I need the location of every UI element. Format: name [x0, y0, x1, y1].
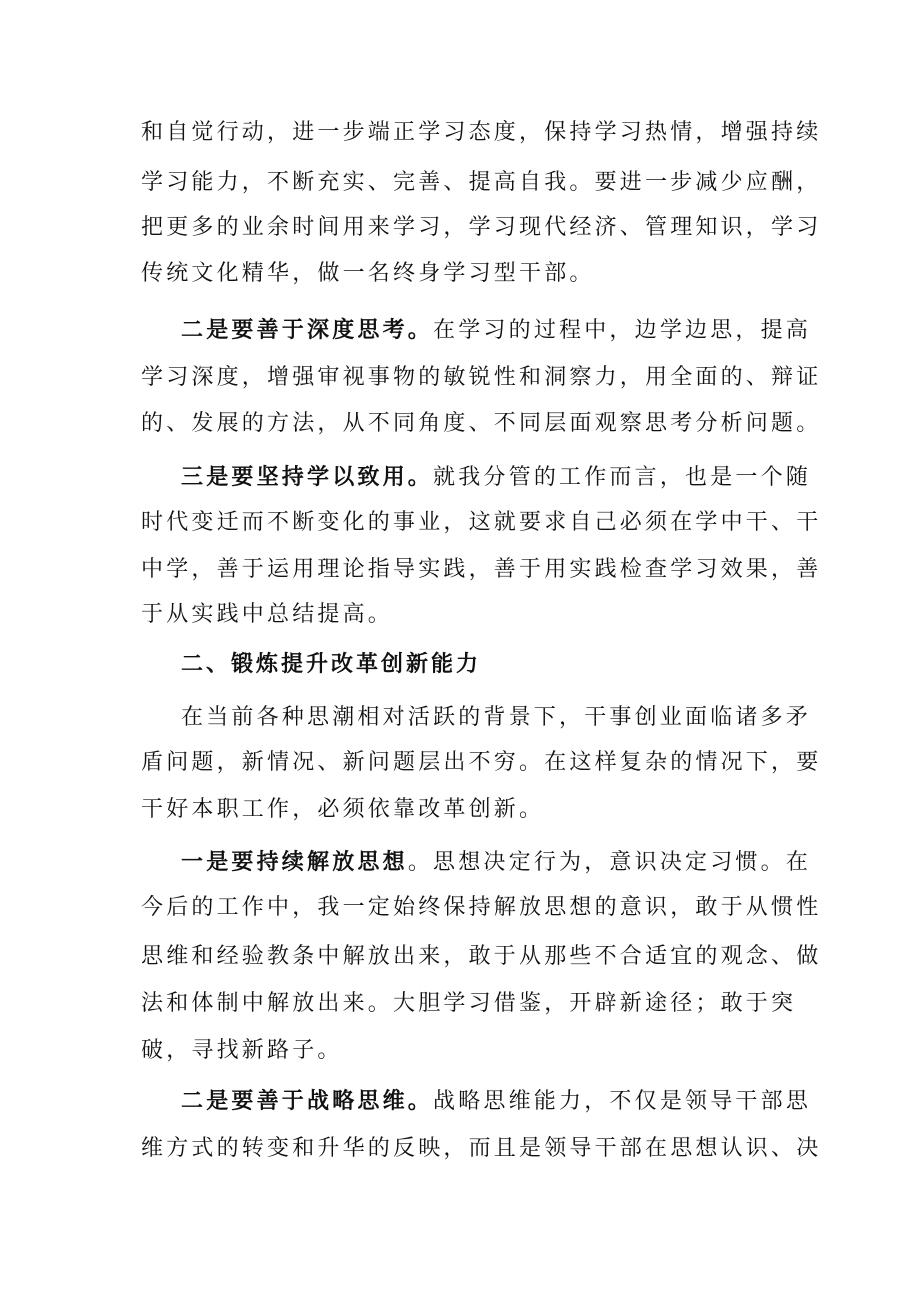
line-text: 和自觉行动，进一步端正学习态度，保持学习热情，增强持续	[141, 120, 822, 145]
line-text: 法和体制中解放出来。大胆学习借鉴，开辟新途径；敢于突	[141, 991, 797, 1016]
paragraph-line	[181, 463, 811, 493]
line-text: 学习深度，增强审视事物的敏锐性和洞察力，用全面的、辩证	[141, 365, 822, 390]
line-text: 战略思维能力，不仅是领导干部思	[433, 1089, 812, 1114]
paragraph-line	[181, 703, 811, 733]
line-text: 学习能力，不断充实、完善、提高自我。要进一步减少应酬，	[141, 170, 822, 195]
paragraph-line	[141, 1134, 821, 1164]
paragraph-line	[141, 1036, 343, 1066]
line-text: 于从实践中总结提高。	[141, 602, 394, 627]
paragraph-line	[141, 795, 544, 825]
point-title: 一是要持续解放思想	[181, 850, 408, 875]
line-text: 今后的工作中，我一定始终保持解放思想的意识，敢于从惯性	[141, 895, 822, 920]
line-text: 。思想决定行为，意识决定习惯。在	[407, 850, 812, 875]
line-text: 传统文化精华，做一名终身学习型干部。	[141, 261, 595, 286]
point-title: 二是要善于战略思维。	[181, 1089, 434, 1114]
paragraph-line	[141, 989, 796, 1019]
paragraph-line	[181, 848, 811, 878]
paragraph-line	[141, 748, 821, 778]
point-title: 二是要善于深度思考。	[181, 318, 434, 343]
line-text: 时代变迁而不断变化的事业，这就要求自己必须在学中干、干	[141, 510, 822, 535]
paragraph-line	[141, 168, 821, 198]
line-text: 盾问题，新情况、新问题层出不穷。在这样复杂的情况下，要	[141, 750, 822, 775]
paragraph-line	[141, 259, 595, 289]
paragraph-line	[141, 555, 821, 585]
line-text: 中学，善于运用理论指导实践，善于用实践检查学习效果，善	[141, 557, 822, 582]
paragraph-line	[141, 942, 821, 972]
line-text: 的、发展的方法，从不同角度、不同层面观察思考分析问题。	[141, 411, 822, 436]
point-title: 三是要坚持学以致用。	[181, 465, 434, 490]
paragraph-line	[141, 409, 821, 439]
paragraph-line	[141, 600, 393, 630]
line-text: 维方式的转变和升华的反映，而且是领导干部在思想认识、决	[141, 1136, 822, 1161]
line-text: 干好本职工作，必须依靠改革创新。	[141, 797, 545, 822]
paragraph-line	[141, 363, 821, 393]
line-text: 把更多的业余时间用来学习，学习现代经济、管理知识，学习	[141, 215, 822, 240]
paragraph-line	[141, 893, 821, 923]
paragraph-line	[181, 316, 811, 346]
paragraph-line	[141, 213, 821, 243]
line-text: 破，寻找新路子。	[141, 1038, 343, 1063]
line-text: 就我分管的工作而言，也是一个随	[433, 465, 812, 490]
paragraph-line	[141, 508, 821, 538]
section-heading: 二、锻炼提升改革创新能力	[181, 652, 482, 677]
line-text: 在学习的过程中，边学边思，提高	[433, 318, 812, 343]
paragraph-line	[181, 1087, 811, 1117]
line-text: 在当前各种思潮相对活跃的背景下，干事创业面临诸多矛	[181, 705, 812, 730]
line-text: 思维和经验教条中解放出来，敢于从那些不合适宜的观念、做	[141, 944, 822, 969]
paragraph-line	[141, 118, 821, 148]
